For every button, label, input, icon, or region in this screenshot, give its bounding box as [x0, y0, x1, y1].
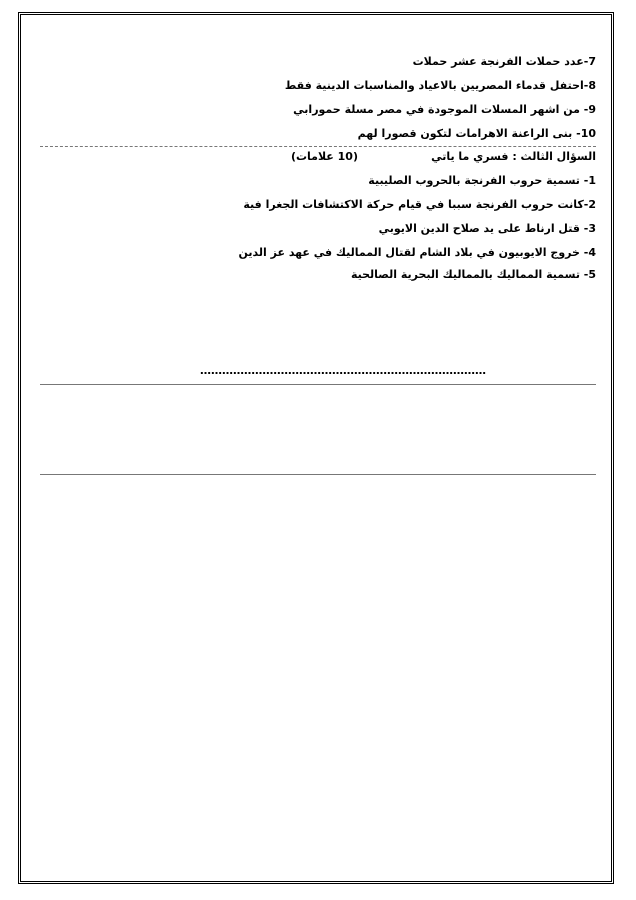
question-three-header — [40, 150, 596, 166]
horizontal-rule-1 — [40, 384, 596, 385]
question-three-marks: (10 علامات) — [290, 150, 358, 163]
statement-7: 7-عدد حملات الفرنجة عشر حملات — [412, 55, 596, 68]
statement-8: 8-احتفل قدماء المصريين بالاعياد والمناسبات الدينية فقط — [284, 79, 596, 92]
explain-item-2: 2-كانت حروب الفرنجة سببا في قيام حركة الاكتشافات الجغرا فية — [243, 198, 596, 211]
dotted-answer-line: …………………………………………………………………… — [200, 364, 486, 377]
explain-item-3: 3- قتل ارناط على يد صلاح الدين الايوبي — [378, 222, 596, 235]
question-three-title: السؤال الثالث : فسري ما ياتي — [431, 150, 596, 163]
horizontal-rule-2 — [40, 474, 596, 475]
explain-item-1: 1- تسمية حروب الفرنجة بالحروب الصليبية — [368, 174, 596, 187]
section-divider — [40, 146, 596, 147]
explain-item-5: 5- تسمية المماليك بالمماليك البحرية الصالحية — [350, 268, 596, 281]
explain-item-4: 4- خروج الايوبيون في بلاد الشام لقتال المماليك في عهد عز الدين — [238, 246, 596, 259]
statement-10: 10- بنى الراعنة الاهرامات لتكون قصورا لهم — [357, 127, 596, 140]
statement-9: 9- من اشهر المسلات الموجودة في مصر مسلة حمورابي — [293, 103, 596, 116]
